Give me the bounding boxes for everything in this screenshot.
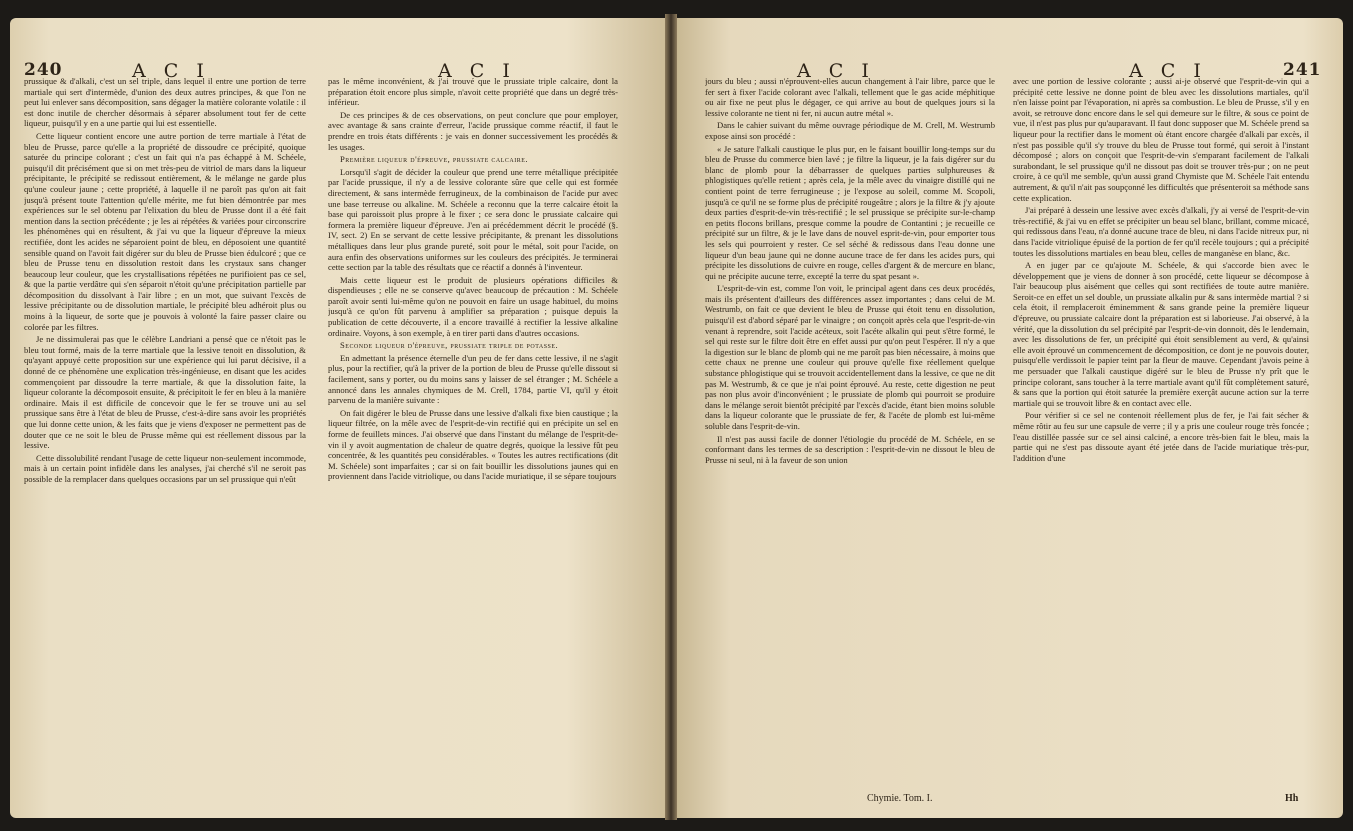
- paragraph: A en juger par ce qu'ajoute M. Schéele, & qui s'accorde bien avec le développement que je viens de donner à son procédé, cette liqueur se décompose à l'air beaucoup plus aisément que celles qui sont rectifiées de toute autre manière. Seroit-ce en effet un sel double, un prussiate alkalin pur & sans intermède martial ? si cela étoit, il remplaceroit éminemment & sans grande peine la première liqueur d'épreuve, ou prussiate calcaire dont la préparation est si laborieuse. J'ai observé, à la vérité, que la dissolution du sel précipité par l'esprit-de-vin donnoit, dès le lendemain, avec les dissolutions de fer, un précipité qui étoit sensiblement au verd, & qu'ainsi elle avoit éprouvé un commencement de décomposition, ce dont je ne pouvois douter, puisqu'elle verdissoit le papier teint par la fleur de mauve. Cependant j'avois peine à me persuader que l'alkali caustique digéré sur le bleu de Prusse n'y prît que le principe colorant, sans toucher à la terre martiale avant qu'il fût complètement saturé, & sans que la portion qui étoit saturée la première exerçât aucune action sur la terre martiale qui se trouvoit libre & en contact avec elle.: [1013, 260, 1309, 408]
- paragraph: Je ne dissimulerai pas que le célèbre Landriani a pensé que ce n'étoit pas le bleu tout formé, mais de la terre martiale que la lessive tenoit en dissolution, & qu'ayant appuyé cette proposition sur une expérience qui lui parut décisive, il a donné de ce phénomène une explication très-ingénieuse, en disant que les acides commençoient par dissoudre la terre martiale, & que la dissolution faite, la liqueur colorante la décomposoit ensuite, & précipitoit le fer en bleu à la manière ordinaire. Mais il est difficile de concevoir que le fer se trouve uni au sel prussique sans être à l'état de bleu de Prusse, c'est-à-dire sans avoir les propriétés que lui donne cette union, & les faits que je viens d'exposer ne permettent pas de douter que ce ne soit le bleu de Prusse même qui est réellement dissous par la lessive.: [24, 334, 306, 451]
- page-number: 240: [24, 60, 63, 80]
- paragraph: Dans le cahier suivant du même ouvrage périodique de M. Crell, M. Westrumb expose ainsi son procédé :: [705, 120, 995, 141]
- page-number: 241: [1283, 60, 1322, 80]
- paragraph: On fait digérer le bleu de Prusse dans une lessive d'alkali fixe bien caustique ; la liqueur filtrée, on la mêle avec de l'esprit-de-vin rectifié qui en précipite un sel en forme de feuillets minces. J'ai observé que dans l'instant du mélange de l'esprit-de-vin il y avoit augmentation de chaleur de quatre degrés, quoique la lessive fût peu concentrée, & les quantités peu considérables. « Toutes les autres rectifications (dit M. Schéele) sont imparfaites ; car si on fait bouillir les dissolutions jaunes qui en proviennent dans l'acide vitriolique, ou dans l'acide muriatique, il se sépare toujours: [328, 407, 618, 482]
- left-page: [10, 18, 665, 818]
- section-heading: Seconde liqueur d'épreuve, prussiate triple de potasse.: [340, 340, 559, 351]
- right-column-2: [1013, 76, 1309, 794]
- paragraph: En admettant la présence éternelle d'un peu de fer dans cette lessive, il ne s'agit plus, pour la rectifier, qu'à la priver de la portion de bleu de Prusse qu'elle dissout si facilement, sans y porter, ou du moins sans y laisser de sel étranger ; M. Schéele a annoncé dans les annales chymiques de M. Crell, 1784, partie VI, qu'il y étoit parvenu de la manière suivante :: [328, 352, 618, 406]
- paragraph: pas le même inconvénient, & j'ai trouvé que le prussiate triple calcaire, dont la préparation étoit encore plus simple, n'avoit cette propriété que dans un degré très-inférieur.: [328, 76, 618, 108]
- paragraph: Il n'est pas aussi facile de donner l'étiologie du procédé de M. Schéele, en se conformant dans les termes de sa description : l'esprit-de-vin ne dissout le bleu de Prusse ni seul, ni à la faveur de son union: [705, 433, 995, 465]
- paragraph: jours du bleu ; aussi n'éprouvent-elles aucun changement à l'air libre, parce que le fer sert à fixer l'acide colorant avec l'alkali, tellement que le gas acide méphitique ou air fixe ne peut plus le dégager, ce qui arrive au bout de quelques jours si la lessive colorante ne tient ni fer, ni aucun autre métal ».: [705, 76, 995, 118]
- left-column-2: [328, 76, 618, 811]
- section-heading: Première liqueur d'épreuve, prussiate calcaire.: [340, 154, 529, 165]
- paragraph: prussique & d'alkali, c'est un sel triple, dans lequel il entre une portion de terre martiale qui sert d'intermède, d'union des deux autres principes, & que l'on ne peut lui enlever sans décomposition, sans dégager la matière colorante volatile : il est donc inutile de chercher désormais à séparer absolument tout fer de cette liqueur, puisqu'il y en a une partie qui lui est essentielle.: [24, 76, 306, 129]
- paragraph: J'ai préparé à dessein une lessive avec excès d'alkali, j'y ai versé de l'esprit-de-vin très-rectifié, & j'ai vu en effet se précipiter un beau sel blanc, brillant, comme micacé, qui redissous dans l'eau, n'a donné aucune trace de bleu, ni dans l'acide nitreux pur, ni dans l'acide vitriolique épuisé de la portion de fer qu'il recèle toujours ; qui a précipité toutes les dissolutions martiales en beau bleu, celles de manganèse en blanc, &c.: [1013, 205, 1309, 258]
- paragraph: Cette dissolubilité rendant l'usage de cette liqueur non-seulement incommode, mais à un certain point infidèle dans les analyses, j'ai cherché s'il ne seroit pas possible de la remplacer dans quelques occasions par un sel prussique qui n'eût: [24, 452, 306, 484]
- paragraph: Cette liqueur contient encore une autre portion de terre martiale à l'état de bleu de Prusse, parce qu'elle a la propriété de dissoudre ce précipité, quoique saturée du principe colorant ; c'est un fait qui n'a pas échappé à M. Schéele, puisqu'il dit précisément que si on met très-peu de vitriol de mars dans la liqueur précipitante, le précipité se redissout entièrement, & le mélange ne garde plus qu'une couleur jaune ; cette propriété, à laquelle il ne paroît pas qu'on ait fait jusqu'à présent toute l'attention qu'elle mérite, me fut bien démontrée par mes expériences sur le sel obtenu par l'elixation du bleu de Prusse dont il a été fait mention dans la section précédente ; je les ai répétées & variées pour circonscrire les phénomènes qui en résultent, & j'ai vu que la liqueur d'épreuve la mieux rectifiée, dont les acides ne séparoient point de bleu, en déposoient une quantité sensible quand on l'avoit fait digérer sur du bleu de Prusse bien édulcoré ; que ce bleu de Prusse tenu en dissolution restoit dans les crystaux sans changer beaucoup leur couleur, que les crystallisations répétées ne purifioient pas ce sel, & que la partie verdâtre qui s'en séparoit n'étoit qu'une précipitation partielle par décomposition du dissolvant à l'air libre ; en un mot, que suivant l'excès de lessive précipitante ou de dissolution martiale, le précipité bleu adhéroit plus ou moins à la liqueur, de sorte que je pouvois à volonté la faire passer claire ou colorée par les filtres.: [24, 130, 306, 332]
- left-column-1: [24, 76, 306, 811]
- paragraph: avec une portion de lessive colorante ; aussi ai-je observé que l'esprit-de-vin qui a précipité cette lessive ne donne point de bleu avec les dissolutions martiales, qu'il n'en laisse point par l'évaporation, ni après sa combustion. Le bleu de Prusse, s'il y en avoit, se retrouve donc encore dans le sel qui demeure sur le filtre, & sous ce point de vue, il n'est pas plus pur qu'auparavant. Il faut donc supposer que M. Schéele prend sa liqueur pour la rectifier dans le moment où étant encore chargée d'alkali par excès, il n'est pas possible qu'il s'y trouve du bleu de Prusse tout formé, qui seroit à l'instant décomposé ; alors on conçoit que l'esprit-de-vin s'emparant facilement de l'alkali surabondant, le sel prussique qu'il ne dissout pas doit se trouver très-pur ; on ne peut croire, à ce qu'il me semble, qu'un aussi grand Chymiste que M. Schéele l'ait entendu autrement, & qu'il n'ait pas soupçonné les difficultés que présenteroit sa méthode sans cette explication.: [1013, 76, 1309, 203]
- footer-volume: Chymie. Tom. I.: [867, 793, 933, 804]
- paragraph: L'esprit-de-vin est, comme l'on voit, le principal agent dans ces deux procédés, mais ils présentent d'ailleurs des différences assez importantes ; dans celui de M. Westrumb, on fait ce que devient le bleu de Prusse qui étoit tenu en dissolution, puisqu'il est d'abord séparé par le vinaigre ; on conçoit après cela que l'esprit-de-vin venant à reprendre, soit l'acide acéteux, soit l'acéte alkalin qui peut s'être formé, le sel qui reste sur le filtre doit être en effet aussi pur qu'on peut l'espérer. Il n'y a que la digestion sur le blanc de plomb qui ne me paroît pas bien nécessaire, à moins que cette chaux ne prenne une couleur qui prouve qu'elle fixe réellement quelque substance phlogistique qui se trouvoit accidentellement dans la lessive, ce que ne dit pas M. Westrumb, & ce que je n'ai point éprouvé. Au reste, cette digestion ne peut pas non plus avoir d'inconvénient ; le prussiate de plomb qui pourroit se produire dans le mélange seroit bientôt précipité par l'excès d'acide, étant bien moins soluble dans la liqueur colorante que le prussiate de fer, & l'acéte de plomb est lui-même soluble dans l'esprit-de-vin.: [705, 283, 995, 431]
- paragraph: Lorsqu'il s'agit de décider la couleur que prend une terre métallique précipitée par l'acide prussique, il n'y a de lessive colorante sûre que celle qui est formée directement, & sans intermède ferrugineux, de la combinaison de l'acide pur avec une base terreuse ou alkaline. M. Schéele a reconnu que la terre calcaire étoit la base qui paroissoit plus propre à le fixer ; ce sera donc le prussiate calcaire qui formera la première liqueur d'épreuve. J'en ai précédemment décrit le procédé (§. IV, sect. 2) En se servant de cette lessive précipitante, & prenant les dissolutions métalliques dans leur plus grande pureté, soit pour le métal, soit pour l'acide, on aura enfin des observations uniformes sur les couleurs des précipités. Je terminerai cette section par la table des résultats que ce réactif a donnés à l'inventeur.: [328, 166, 618, 273]
- paragraph: Pour vérifier si ce sel ne contenoit réellement plus de fer, je l'ai fait sécher & même rôtir au feu sur une capsule de verre ; il y a pris une couleur rouge très foncée ; l'eau distillée passée sur ce sel ainsi calciné, a encore très-bien fait le bleu, mais la partie qui ne s'est pas dissoute ayant été jetée dans de l'acide muriatique très-pur, l'addition d'une: [1013, 410, 1309, 463]
- paragraph: De ces principes & de ces observations, on peut conclure que pour employer, avec avantage & sans crainte d'erreur, l'acide prussique comme réactif, il faut le prendre en trois états différents : je vais en donner successivement les procédés & les usages.: [328, 109, 618, 152]
- running-head: A C I: [1129, 60, 1207, 82]
- running-head: A C I: [438, 60, 516, 82]
- right-page: [677, 18, 1343, 818]
- right-column-1: [705, 76, 995, 794]
- footer-signature: Hh: [1285, 793, 1299, 804]
- book-gutter: [665, 14, 677, 820]
- paragraph: Mais cette liqueur est le produit de plusieurs opérations difficiles & dispendieuses ; elle ne se conserve qu'avec beaucoup de précaution : M. Schéele paroît avoir senti lui-même qu'on ne pouvoit en faire un usage habituel, du moins jusqu'à ce qu'on fût parvenu à amplifier sa préparation ; puisque depuis la publication de cette découverte, il a encore travaillé à rectifier la lessive alkaline ordinaire. Voyons, à son exemple, à en tirer parti dans d'autres occasions.: [328, 274, 618, 338]
- running-head: A C I: [797, 60, 875, 82]
- paragraph: « Je sature l'alkali caustique le plus pur, en le faisant bouillir long-temps sur du bleu de Prusse du commerce bien lavé ; je filtre la liqueur, je la fais digérer sur du blanc de plomb pour la débarrasser de quelques parties sulphureuses & phlogistiques qu'elle retient ; après cela, je la mêle avec du vinaigre distillé qui ne contient point de terre ferrugineuse ; je l'expose au soleil, comme M. Scopoli, jusqu'à ce qu'il ne se forme plus de précipité rougeâtre ; alors je la filtre & j'y ajoute deux parties d'esprit-de-vin très-rectifié ; le sel prussique se précipite sur-le-champ en petits flocons brillans, presque comme la poudre de Contantini ; je recueille ce précipité sur un filtre, & je le lave dans de nouvel esprit-de-vin, pour emporter tous les sels qui pourroient y rester. Ce sel séché & redissous dans l'eau donne une liqueur d'un beau jaune qui ne donne aucune trace de fer dans les acides purs, qui précipite les dissolutions de cuivre en rouge, celles d'argent & de mercure en blanc, qui ne précipite aucune terre, excepté la terre du spat pesant ».: [705, 143, 995, 281]
- running-head: A C I: [132, 60, 210, 82]
